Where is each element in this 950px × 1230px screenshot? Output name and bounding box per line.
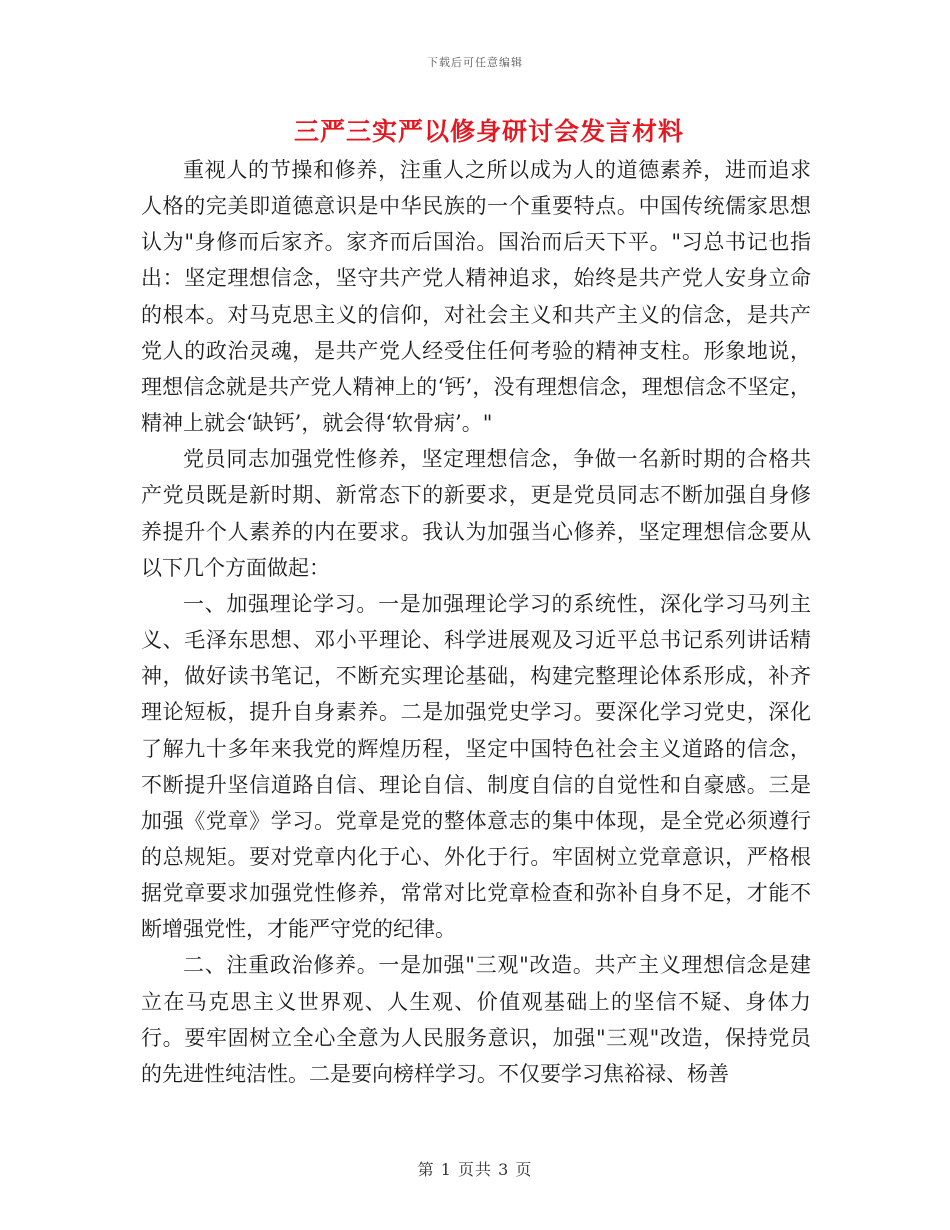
page-number-footer: 第 1 页共 3 页	[417, 1160, 533, 1179]
paragraph: 二、注重政治修养。一是加强"三观"改造。共产主义理想信念是建立在马克思主义世界观、人生观、价值观基础上的坚信不疑、身体力行。要牢固树立全心全意为人民服务意识，加强"三观"改造，保持党员的先进性纯洁性。二是要向榜样学习。不仅要学习焦裕禄、杨善	[141, 953, 811, 1086]
paragraph: 重视人的节操和修养，注重人之所以成为人的道德素养，进而追求人格的完美即道德意识是中华民族的一个重要特点。中国传统儒家思想认为"身修而后家齐。家齐而后国治。国治而后天下平。"习总书记也指出：坚定理想信念，坚守共产党人精神追求，始终是共产党人安身立命的根本。对马克思主义的信仰，对社会主义和共产主义的信念，是共产党人的政治灵魂，是共产党人经受住任何考验的精神支柱。形象地说，理想信念就是共产党人精神上的‘钙’，没有理想信念，理想信念不坚定，精神上就会‘缺钙’，就会得‘软骨病’。"	[141, 158, 811, 436]
document-body	[141, 152, 811, 1092]
document-title: 三严三实严以修身研讨会发言材料	[293, 117, 684, 146]
header-note: 下载后可任意编辑	[427, 56, 523, 69]
paragraph: 党员同志加强党性修养，坚定理想信念，争做一名新时期的合格共产党员既是新时期、新常态下的新要求，更是党员同志不断加强自身修养提升个人素养的内在要求。我认为加强当心修养，坚定理想信念要从以下几个方面做起：	[141, 447, 811, 580]
paragraph: 一、加强理论学习。一是加强理论学习的系统性，深化学习马列主义、毛泽东思想、邓小平理论、科学进展观及习近平总书记系列讲话精神，做好读书笔记，不断充实理论基础，构建完整理论体系形成，补齐理论短板，提升自身素养。二是加强党史学习。要深化学习党史，深化了解九十多年来我党的辉煌历程，坚定中国特色社会主义道路的信念，不断提升坚信道路自信、理论自信、制度自信的自觉性和自豪感。三是加强《党章》学习。党章是党的整体意志的集中体现，是全党必须遵行的总规矩。要对党章内化于心、外化于行。牢固树立党章意识，严格根据党章要求加强党性修养，常常对比党章检查和弥补自身不足，才能不断增强党性，才能严守党的纪律。	[141, 591, 811, 942]
